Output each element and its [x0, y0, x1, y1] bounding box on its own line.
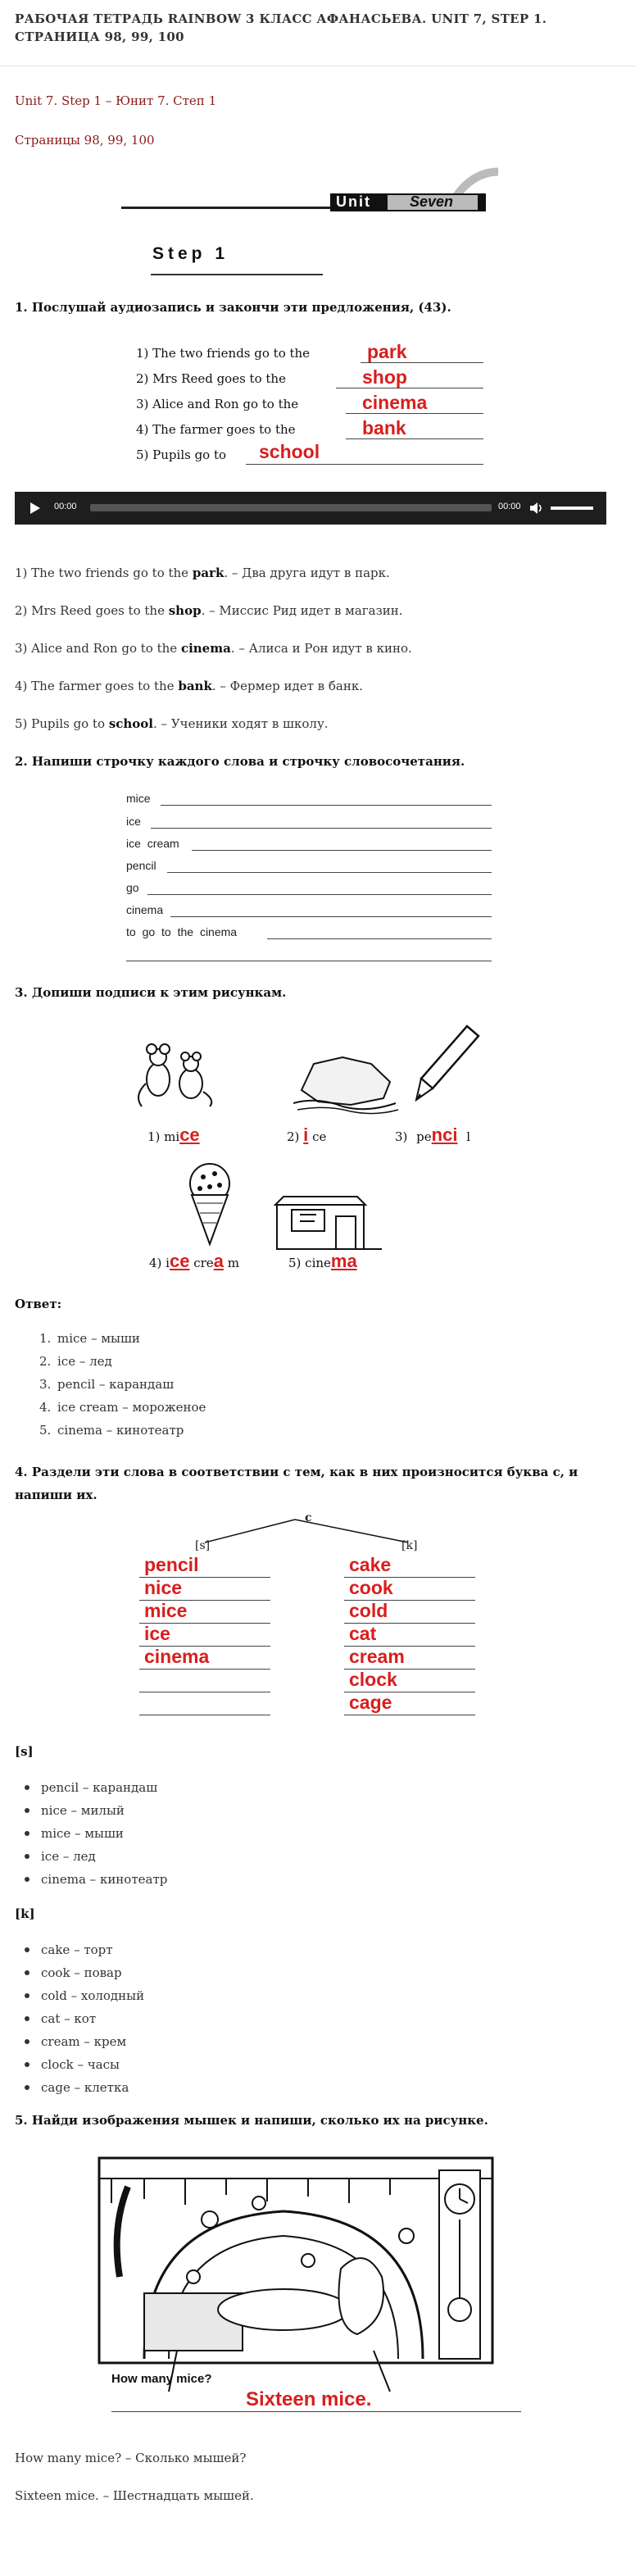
wb-line-4 [346, 438, 483, 439]
list-item: 5. cinema – кинотеатр [39, 1423, 184, 1438]
ex2-line-2 [151, 828, 492, 829]
wb-answer-1: park [367, 341, 407, 362]
ex1-answer-1: 1) The two friends go to the park. – Два друга идут в парк. [15, 566, 390, 580]
ex2-line-7 [267, 938, 492, 939]
ex2-line-1 [161, 805, 492, 806]
ex4-s-title: [s] [15, 1744, 34, 1759]
ex4-s-list [25, 1776, 167, 1891]
list-item: 3. pencil – карандаш [39, 1377, 175, 1392]
list-item: pencil – карандаш [25, 1776, 167, 1799]
ex2-line-4 [167, 872, 492, 873]
step-underline [151, 274, 323, 275]
wb-line-5 [246, 464, 483, 465]
ex3-answer-title: Ответ: [15, 1297, 62, 1311]
list-item: cold – холодный [25, 1984, 144, 2007]
pencil-picture [410, 1021, 483, 1111]
ex2-line-5 [147, 894, 492, 895]
ex4-s-word-5: cinema [144, 1646, 210, 1667]
wb-sentence-4: 4) The farmer goes to the [136, 422, 296, 437]
volume-icon[interactable] [529, 502, 544, 515]
ex4-s-word-4: ice [144, 1623, 170, 1644]
ex2-line-3 [192, 850, 492, 851]
banner-unit-word: Unit [336, 193, 371, 210]
ex4-k-word-6: clock [349, 1669, 397, 1690]
list-item: cook – повар [25, 1961, 144, 1984]
list-item: 1. mice – мыши [39, 1331, 140, 1346]
wb-line-1 [361, 362, 483, 363]
current-time: 00:00 [54, 502, 77, 511]
ex5-line-1: How many mice? – Сколько мышей? [15, 2451, 247, 2465]
wb-answer-3: cinema [362, 392, 428, 413]
ex2-word-2: ice [126, 815, 141, 828]
ex5-answer-handwritten: Sixteen mice. [246, 2388, 372, 2410]
ex4-k-word-7: cage [349, 1692, 392, 1713]
ex1-answer-2: 2) Mrs Reed goes to the shop. – Миссис Рид идет в магазин. [15, 603, 403, 618]
volume-slider[interactable] [551, 507, 593, 510]
intro-unit-line: Unit 7. Step 1 – Юнит 7. Степ 1 [15, 93, 217, 108]
ex2-heading: 2. Напиши строчку каждого слова и строчку словосочетания. [15, 754, 465, 769]
ex4-letter: c [305, 1511, 312, 1524]
kitchen-mice-picture [95, 2154, 505, 2400]
list-item: cake – торт [25, 1938, 144, 1961]
ex2-line-6 [170, 916, 492, 917]
wb-sentence-5: 5) Pupils go to [136, 448, 227, 462]
ex2-workbook [123, 788, 500, 969]
total-time: 00:00 [498, 502, 521, 511]
ex4-k-word-4: cat [349, 1623, 377, 1644]
ex4-col-s-label: [s] [195, 1539, 211, 1552]
ex4-s-word-1: pencil [144, 1554, 199, 1575]
ex3-label-5: 5) cinema [288, 1251, 357, 1271]
ex4-col-k-label: [k] [401, 1539, 418, 1552]
cinema-picture [267, 1180, 390, 1254]
list-item: cream – крем [25, 2030, 144, 2053]
ice-cream-picture [182, 1159, 239, 1249]
page-title: РАБОЧАЯ ТЕТРАДЬ RAINBOW 3 КЛАСС АФАНАСЬЕВА. UNIT 7, STEP 1. СТРАНИЦА 98, 99, 100 [15, 11, 547, 44]
wb-answer-5: school [259, 441, 320, 462]
ex4-s-word-3: mice [144, 1600, 188, 1621]
unit-banner [121, 164, 498, 221]
ex4-workbook [131, 1511, 492, 1733]
list-item: 2. ice – лед [39, 1354, 112, 1369]
ex2-word-6: cinema [126, 903, 164, 916]
mice-picture [129, 1034, 220, 1108]
list-item: cat – кот [25, 2007, 144, 2030]
ex4-k-list [25, 1938, 144, 2099]
ex1-answer-4: 4) The farmer goes to the bank. – Фермер идет в банк. [15, 679, 363, 693]
ex1-heading: 1. Послушай аудиозапись и закончи эти предложения, (43). [15, 300, 451, 315]
ex5-question: How many mice? [111, 2372, 212, 2386]
list-item: 4. ice cream – мороженое [39, 1400, 206, 1415]
wb-sentence-2: 2) Mrs Reed goes to the [136, 371, 286, 386]
ex4-k-word-5: cream [349, 1646, 405, 1667]
list-item: cage – клетка [25, 2076, 144, 2099]
ex1-workbook [131, 336, 492, 475]
ex3-label-3: 3) penci l [395, 1124, 471, 1145]
ex4-k-title: [k] [15, 1906, 35, 1921]
ex1-answer-5: 5) Pupils go to school. – Ученики ходят в школу. [15, 716, 329, 731]
ex2-word-3: ice cream [126, 837, 179, 850]
wb-sentence-3: 3) Alice and Ron go to the [136, 397, 299, 411]
ex4-s-word-2: nice [144, 1577, 183, 1598]
step-heading: Step 1 [152, 244, 229, 263]
ex3-label-1: 1) mice [147, 1124, 200, 1145]
ex4-k-word-3: cold [349, 1600, 388, 1621]
ex4-heading: 4. Раздели эти слова в соответствии с тем, как в них произносится буква c, и напиши их. [15, 1465, 578, 1502]
list-item: ice – лед [25, 1845, 167, 1868]
ice-picture [293, 1049, 400, 1115]
list-item: mice – мыши [25, 1822, 167, 1845]
intro-pages-line: Страницы 98, 99, 100 [15, 133, 155, 148]
wb-answer-2: shop [362, 366, 407, 388]
ex5-line-2: Sixteen mice. – Шестнадцать мышей. [15, 2488, 254, 2503]
list-item: nice – милый [25, 1799, 167, 1822]
ex3-label-2: 2) i ce [287, 1124, 327, 1145]
ex2-word-5: go [126, 881, 139, 894]
ex2-word-1: mice [126, 792, 151, 805]
ex4-k-word-2: cook [349, 1577, 393, 1598]
ex1-answer-3: 3) Alice and Ron go to the cinema. – Алиса и Рон идут в кино. [15, 641, 412, 656]
ex3-answer-list [39, 1327, 206, 1442]
ex3-label-4: 4) ice crea m [149, 1251, 239, 1271]
play-icon[interactable] [29, 502, 41, 515]
banner-seven-word: Seven [410, 193, 454, 210]
wb-line-3 [346, 413, 483, 414]
ex5-answer-line [111, 2411, 521, 2412]
ex5-heading: 5. Найди изображения мышек и напиши, сколько их на рисунке. [15, 2113, 488, 2128]
ex3-heading: 3. Допиши подписи к этим рисункам. [15, 985, 287, 1000]
ex4-k-word-1: cake [349, 1554, 392, 1575]
ex4-s-line-5 [139, 1669, 270, 1670]
wb-sentence-1: 1) The two friends go to the [136, 346, 311, 361]
banner-graphic [121, 164, 498, 221]
ex2-word-4: pencil [126, 859, 156, 872]
wb-answer-4: bank [362, 417, 406, 438]
list-item: clock – часы [25, 2053, 144, 2076]
list-item: cinema – кинотеатр [25, 1868, 167, 1891]
ex2-word-7: to go to the cinema [126, 925, 238, 938]
audio-player [15, 492, 606, 525]
progress-bar[interactable] [90, 504, 492, 511]
